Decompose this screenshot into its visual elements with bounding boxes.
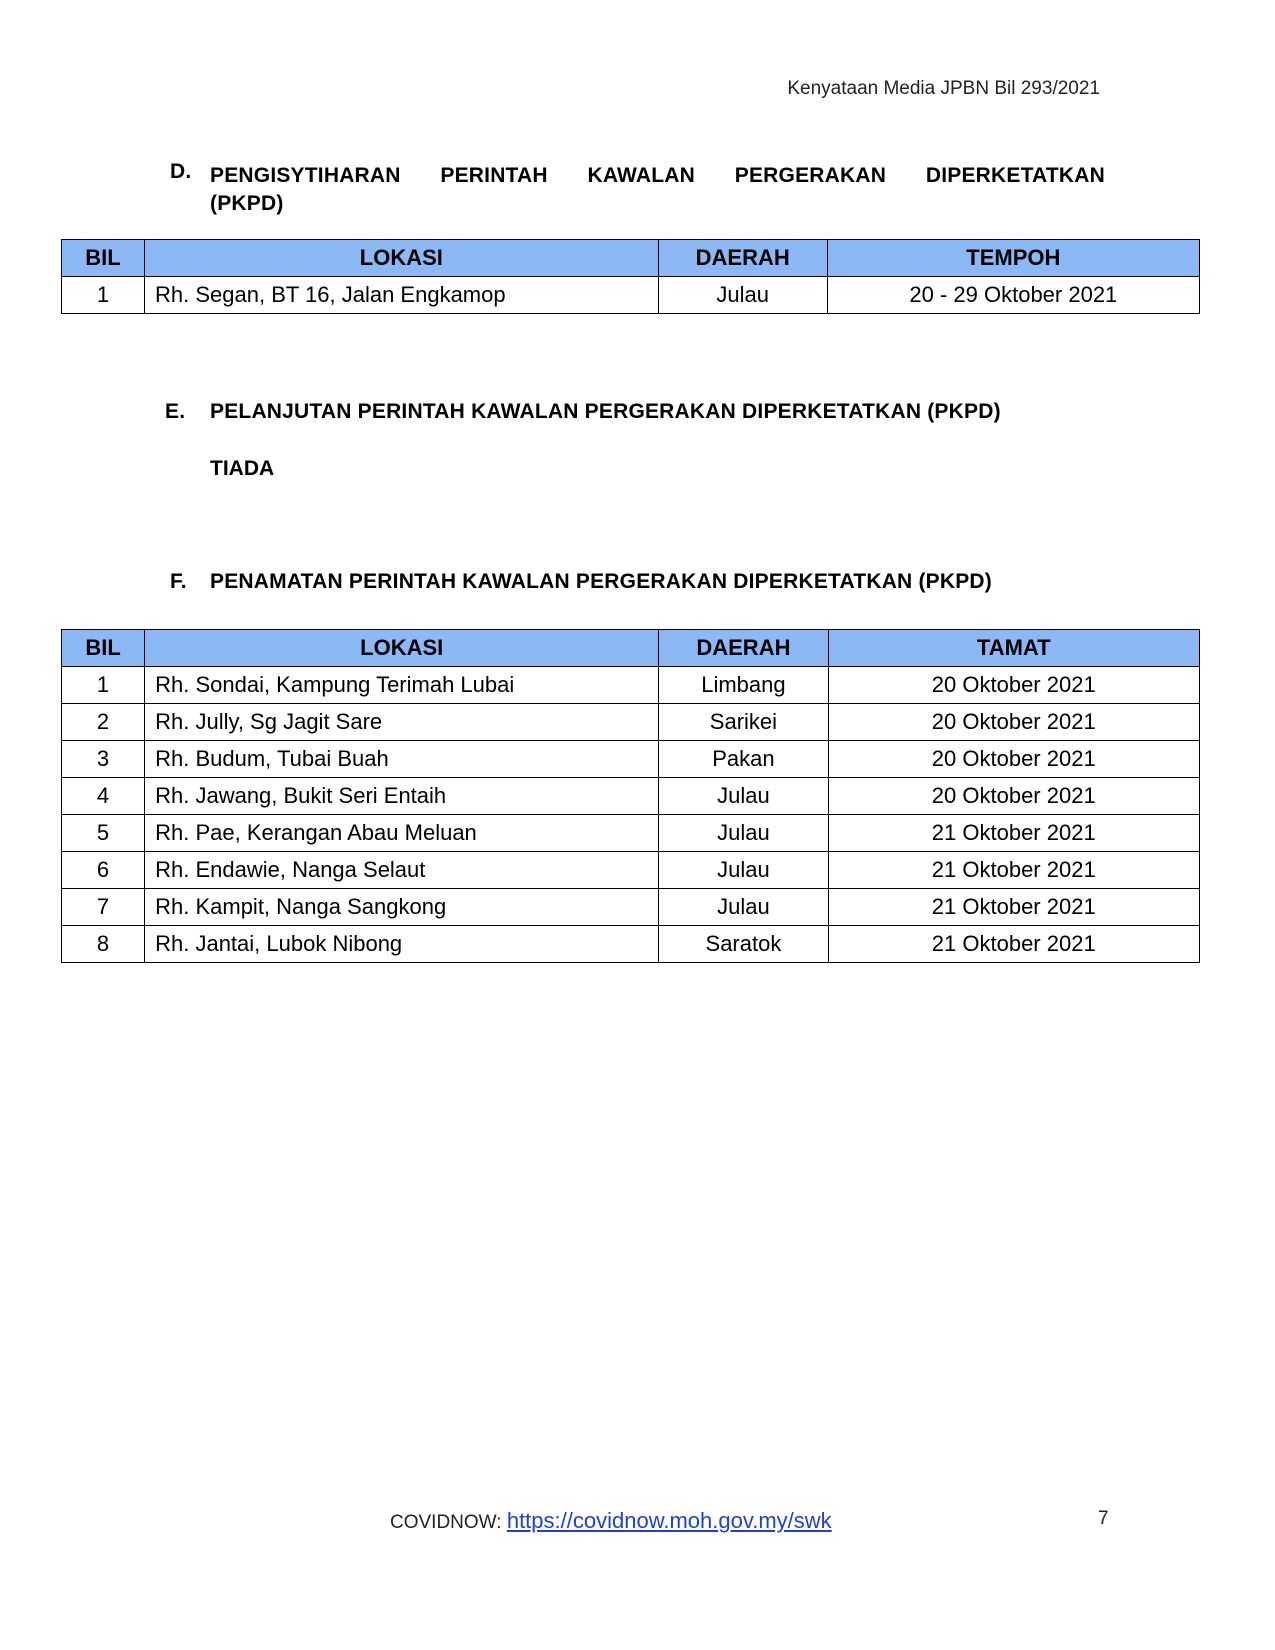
section-e-heading	[165, 400, 1105, 430]
cell-lokasi: Rh. Endawie, Nanga Selaut	[145, 852, 659, 889]
column-header-lokasi: LOKASI	[145, 240, 659, 277]
cell-lokasi: Rh. Kampit, Nanga Sangkong	[145, 889, 659, 926]
table-row	[62, 778, 1200, 815]
cell-daerah: Julau	[659, 778, 828, 815]
section-d-title: PENGISYTIHARAN PERINTAH KAWALAN PERGERAKAN DIPERKETATKAN	[210, 164, 1105, 187]
section-d-title-line2: (PKPD)	[210, 192, 284, 215]
page-number: 7	[1098, 1508, 1109, 1529]
cell-daerah: Julau	[659, 852, 828, 889]
column-header-daerah: DAERAH	[659, 630, 828, 667]
cell-lokasi: Rh. Budum, Tubai Buah	[145, 741, 659, 778]
cell-lokasi: Rh. Pae, Kerangan Abau Meluan	[145, 815, 659, 852]
cell-tamat: 20 Oktober 2021	[828, 741, 1200, 778]
cell-daerah: Julau	[658, 277, 827, 314]
table-row	[62, 889, 1200, 926]
cell-lokasi: Rh. Segan, BT 16, Jalan Engkamop	[145, 277, 659, 314]
document-reference: Kenyataan Media JPBN Bil 293/2021	[787, 78, 1100, 99]
cell-bil: 4	[62, 778, 145, 815]
cell-bil: 2	[62, 704, 145, 741]
covidnow-link[interactable]: https://covidnow.moh.gov.my/swk	[506, 1508, 832, 1533]
cell-lokasi: Rh. Sondai, Kampung Terimah Lubai	[145, 667, 659, 704]
pkpd-termination-table	[61, 629, 1200, 963]
section-e-letter: E.	[165, 400, 186, 423]
table-row	[62, 277, 1200, 314]
column-header-daerah: DAERAH	[658, 240, 827, 277]
footer	[390, 1508, 832, 1534]
cell-daerah: Julau	[659, 815, 828, 852]
table-header-row	[62, 630, 1200, 667]
cell-bil: 8	[62, 926, 145, 963]
cell-bil: 7	[62, 889, 145, 926]
cell-bil: 3	[62, 741, 145, 778]
cell-tamat: 21 Oktober 2021	[828, 815, 1200, 852]
cell-bil: 6	[62, 852, 145, 889]
column-header-bil: BIL	[62, 240, 145, 277]
cell-lokasi: Rh. Jantai, Lubok Nibong	[145, 926, 659, 963]
column-header-bil: BIL	[62, 630, 145, 667]
cell-tamat: 20 Oktober 2021	[828, 704, 1200, 741]
column-header-tamat: TAMAT	[828, 630, 1200, 667]
cell-daerah: Pakan	[659, 741, 828, 778]
section-d-heading	[170, 160, 1105, 230]
cell-tamat: 21 Oktober 2021	[828, 889, 1200, 926]
cell-tamat: 21 Oktober 2021	[828, 852, 1200, 889]
table-row	[62, 741, 1200, 778]
footer-label: COVIDNOW:	[390, 1512, 507, 1533]
cell-bil: 5	[62, 815, 145, 852]
cell-daerah: Sarikei	[659, 704, 828, 741]
cell-daerah: Julau	[659, 889, 828, 926]
table-row	[62, 852, 1200, 889]
cell-tempoh: 20 - 29 Oktober 2021	[827, 277, 1199, 314]
pkpd-declaration-table	[61, 239, 1200, 314]
section-e-title: PELANJUTAN PERINTAH KAWALAN PERGERAKAN DIPERKETATKAN (PKPD)	[210, 400, 1001, 423]
cell-daerah: Saratok	[659, 926, 828, 963]
cell-lokasi: Rh. Jully, Sg Jagit Sare	[145, 704, 659, 741]
section-f-title: PENAMATAN PERINTAH KAWALAN PERGERAKAN DIPERKETATKAN (PKPD)	[210, 570, 992, 593]
section-f-letter: F.	[170, 570, 187, 593]
section-f-heading	[170, 570, 1105, 600]
section-e-status: TIADA	[210, 457, 275, 480]
column-header-lokasi: LOKASI	[145, 630, 659, 667]
cell-tamat: 20 Oktober 2021	[828, 667, 1200, 704]
column-header-tempoh: TEMPOH	[827, 240, 1199, 277]
cell-bil: 1	[62, 667, 145, 704]
cell-lokasi: Rh. Jawang, Bukit Seri Entaih	[145, 778, 659, 815]
cell-tamat: 21 Oktober 2021	[828, 926, 1200, 963]
section-d-letter: D.	[170, 160, 192, 183]
cell-bil: 1	[62, 277, 145, 314]
cell-daerah: Limbang	[659, 667, 828, 704]
table-header-row	[62, 240, 1200, 277]
table-row	[62, 815, 1200, 852]
table-row	[62, 667, 1200, 704]
cell-tamat: 20 Oktober 2021	[828, 778, 1200, 815]
table-row	[62, 704, 1200, 741]
table-row	[62, 926, 1200, 963]
